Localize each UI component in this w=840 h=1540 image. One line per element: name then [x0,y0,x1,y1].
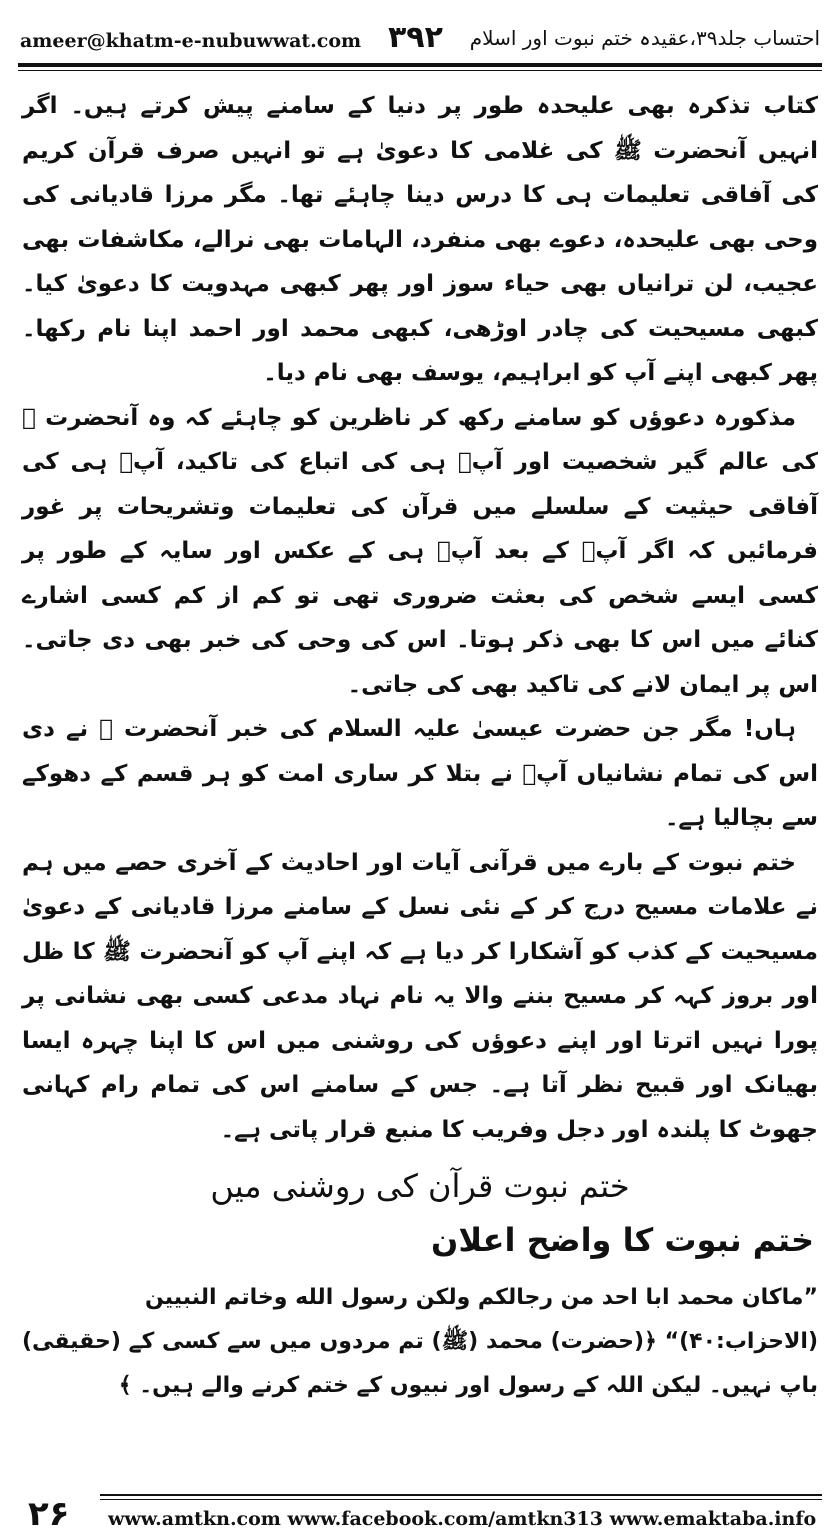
footer-page-number: ۲۶ [28,1494,70,1534]
footer-links: www.amtkn.com www.facebook.com/amtkn313 www.emaktaba.info [108,1508,817,1530]
footer-rule-thick [100,1494,822,1496]
paragraph-3: ہاں! مگر جن حضرت عیسیٰ علیہ السلام کی خبر آنحضرت ﷺ نے دی اس کی تمام نشانیاں آپؐ نے بتلا کر ساری امت کو ہر قسم کے دھوکے سے بچالیا ہے۔ [22,716,818,831]
subsection-heading: ختم نبوت کا واضح اعلان [431,1221,814,1259]
page-header [18,14,822,60]
paragraph-4: ختم نبوت کے بارے میں قرآنی آیات اور احادیث کے آخری حصے میں ہم نے علامات مسیح درج کر کے نئی نسل کے سامنے مرزا قادیانی کے دعویٰ مسیحیت کے کذب کو آشکارا کر دیا ہے کہ اپنے آپ کو آنحضرت ﷺ کا ظل اور بروز کہہ کر مسیح بننے والا یہ نام نہاد مدعی کسی بھی نشانی پر پورا نہیں اترتا اور اپنے دعوؤں کی روشنی میں اس کا اپنا چہرہ ایسا بھیانک اور قبیح نظر آتا ہے۔ جس کے سامنے اس کی تمام رام کہانی جھوٹ کا پلندہ اور دجل وفریب کا منبع قرار پاتی ہے۔ [22,849,818,1143]
footer-rule-thin [100,1499,822,1500]
header-rule-thin [18,70,822,71]
header-running-title: احتساب جلد۳۹،عقیدہ ختم نبوت اور اسلام [469,26,820,50]
quranic-quote [22,1276,818,1408]
paragraph-1: کتاب تذکرہ بھی علیحدہ طور پر دنیا کے سامنے پیش کرتے ہیں۔ اگر انہیں آنحضرت ﷺ کی غلامی کا دعویٰ ہے تو انہیں صرف قرآن کریم کی آفاقی تعلیمات ہی کا درس دینا چاہئے تھا۔ مگر مرزا قادیانی کی وحی بھی علیحدہ، دعوے بھی منفرد، الہامات بھی نرالے، مکاشفات بھی عجیب، لن ترانیاں بھی حیاء سوز اور پھر کبھی مہدویت کا دعویٰ کیا۔ کبھی مسیحیت کی چادر اوڑھی، کبھی محمد اور احمد اپنا نام رکھا۔ پھر کبھی اپنے آپ کو ابراہیم، یوسف بھی نام دیا۔ [22,93,818,386]
quote-arabic-text: ”ماكان محمد ابا احد من رجالكم ولكن رسول الله وخاتم النبيين [144,1285,818,1310]
paragraph-2: مذکورہ دعوؤں کو سامنے رکھ کر ناظرین کو چاہئے کہ وہ آنحضرت ﷺ کی عالم گیر شخصیت اور آپؐ ہی کی اتباع کی تاکید، آپؐ ہی کی آفاقی حیثیت کے سلسلے میں قرآن کی تعلیمات وتشریحات پر غور فرمائیں کہ اگر آپؐ کے بعد آپؐ ہی کے عکس اور سایہ کے طور پر کسی ایسے شخص کی بعثت ضروری تھی تو کم از کم کسی اشارے کنائے میں اس کا بھی ذکر ہوتا۔ اس کی وحی کی خبر بھی دی جاتی۔ اس پر ایمان لانے کی تاکید بھی کی جاتی۔ [22,404,818,698]
quote-translation: (الاحزاب:۴۰)“ ﴿(حضرت) محمد (ﷺ) تم مردوں میں سے کسی کے (حقیقی) باپ نہیں۔ لیکن اللہ کے رسول اور نبیوں کے ختم کرنے والے ہیں۔ ﴾ [22,1329,818,1398]
body-text [22,84,818,1408]
header-rule-thick [18,63,822,67]
page-footer [0,1486,840,1540]
header-email: ameer@khatm-e-nubuwwat.com [20,30,362,52]
section-heading: ختم نبوت قرآن کی روشنی میں [210,1167,630,1205]
header-page-number: ۳۹۲ [388,20,443,55]
